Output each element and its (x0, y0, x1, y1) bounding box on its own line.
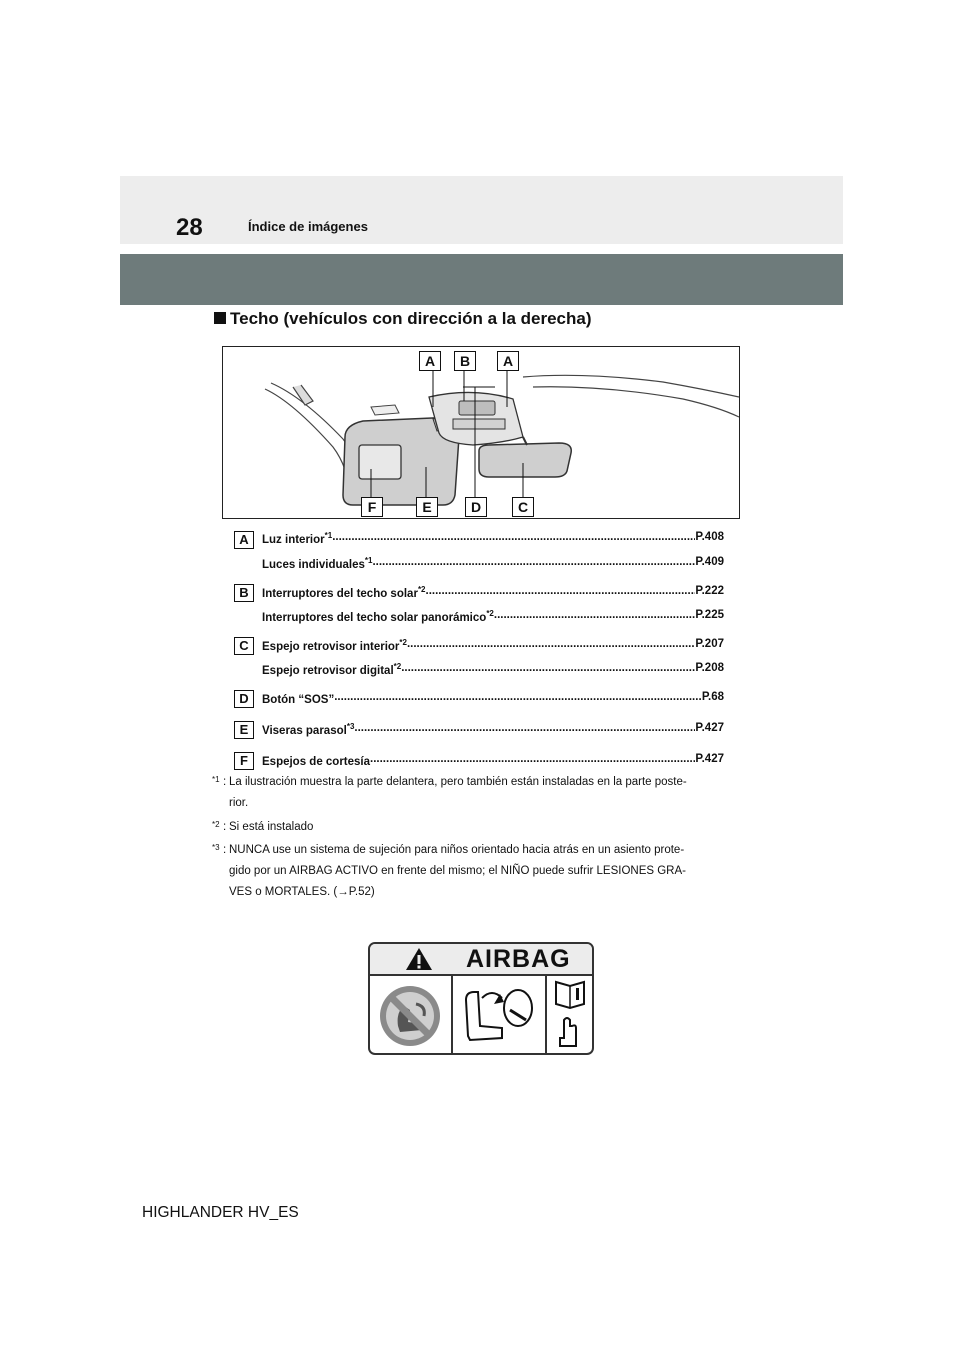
entry-mark: *2 (399, 638, 407, 647)
entry-label: Viseras parasol (262, 724, 347, 737)
roof-illustration (222, 346, 740, 519)
airbag-label-header (370, 944, 592, 976)
entry-ref: P.208 (695, 662, 724, 674)
callout-f: F (361, 497, 383, 517)
legend-entry (262, 585, 724, 600)
callout-c: C (512, 497, 534, 517)
roof-drawing (223, 347, 739, 518)
entry-label: Espejo retrovisor interior (262, 640, 400, 653)
legend-entry (262, 638, 724, 653)
entry-mark: *2 (393, 662, 402, 671)
entry-label: Luces individuales (262, 558, 365, 571)
legend-letter-e: E (234, 721, 254, 739)
entry-label: Interruptores del techo solar (262, 587, 418, 600)
entry-label: Luz interior (262, 533, 325, 546)
page-number: 28 (176, 214, 203, 241)
chapter-title: Índice de imágenes (248, 219, 368, 234)
entry-label: Botón “SOS” (262, 693, 335, 706)
callout-e: E (416, 497, 438, 517)
entry-ref: P.225 (695, 609, 724, 621)
header-band-dark (120, 254, 843, 305)
entry-ref: P.427 (695, 722, 724, 734)
legend-letter-d: D (234, 690, 254, 708)
airbag-word: AIRBAG (466, 945, 571, 973)
legend-entry (262, 662, 724, 677)
footnote-1: *1 : La ilustración muestra la parte delantera, pero también están instaladas en la parte poste- rior. (212, 775, 687, 809)
legend-entry (262, 753, 724, 768)
footnote-3: *3 : NUNCA use un sistema de sujeción para niños orientado hacia atrás en un asiento prote- gido por un AIRBAG ACTIVO en frente del mismo; el NIÑO puede sufrir LESIONES GRA- VES o MORTALES. (→P.52) (212, 843, 686, 898)
entry-mark: *1 (364, 556, 373, 565)
entry-mark: *2 (486, 609, 494, 618)
warning-triangle-icon (404, 946, 434, 972)
airbag-warning-label (368, 942, 594, 1055)
section-title-text: Techo (vehículos con dirección a la derecha) (230, 309, 592, 328)
legend-letter-f: F (234, 752, 254, 770)
legend-entry (262, 531, 724, 546)
callout-a-left: A (419, 351, 441, 371)
entry-ref: P.222 (695, 585, 724, 597)
legend-entry (262, 556, 724, 571)
entry-label: Espejos de cortesía (262, 755, 371, 768)
entry-ref: P.408 (695, 531, 724, 543)
airbag-pictograms (370, 976, 592, 1055)
footer-model: HIGHLANDER HV_ES (142, 1204, 299, 1221)
callout-b: B (454, 351, 476, 371)
entry-ref: P.68 (701, 691, 724, 703)
entry-ref: P.207 (695, 638, 724, 650)
callout-d: D (465, 497, 487, 517)
entry-label: Espejo retrovisor digital (262, 664, 394, 677)
legend-letter-a: A (234, 531, 254, 549)
entry-mark: *1 (324, 531, 333, 540)
callout-a-right: A (497, 351, 519, 371)
section-title (214, 309, 592, 329)
entry-ref: P.427 (695, 753, 724, 765)
square-bullet-icon (214, 312, 226, 324)
legend-entry (262, 722, 724, 737)
legend-entry (262, 609, 724, 624)
entry-ref: P.409 (695, 556, 724, 568)
header-band-light (120, 176, 843, 244)
legend-entry (262, 691, 724, 706)
header-divider (120, 244, 843, 254)
entry-label: Interruptores del techo solar panorámico (262, 611, 487, 624)
entry-mark: *3 (346, 722, 355, 731)
legend-letter-c: C (234, 637, 254, 655)
footnote-2: *2 : Si está instalado (212, 820, 314, 833)
entry-mark: *2 (417, 585, 426, 594)
legend-letter-b: B (234, 584, 254, 602)
